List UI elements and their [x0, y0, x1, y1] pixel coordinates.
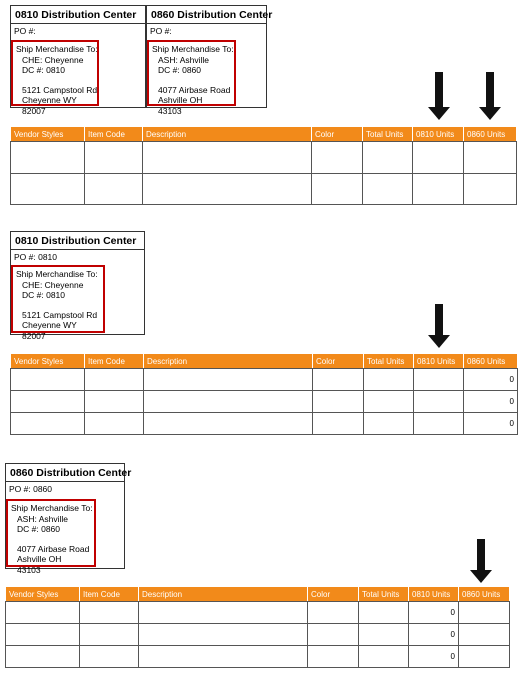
- col-item-code: Item Code: [85, 127, 143, 142]
- table-row: [11, 174, 517, 205]
- cell[interactable]: [144, 391, 313, 413]
- cell[interactable]: [11, 413, 85, 435]
- po-number: PO #: 0810: [14, 252, 58, 262]
- cell[interactable]: 0: [464, 413, 518, 435]
- ship-header: Ship Merchandise To:: [16, 269, 98, 279]
- cell[interactable]: [464, 174, 517, 205]
- ship-header: Ship Merchandise To:: [11, 503, 93, 513]
- cell[interactable]: [313, 391, 364, 413]
- cell[interactable]: [143, 142, 312, 174]
- cell[interactable]: [308, 646, 359, 668]
- col-item-code: Item Code: [85, 354, 144, 369]
- cell[interactable]: [363, 142, 413, 174]
- col-description: Description: [144, 354, 313, 369]
- cell[interactable]: [144, 369, 313, 391]
- zip: 43103: [17, 564, 41, 575]
- down-arrow-icon: [428, 72, 450, 120]
- dc-code-line: CHE: Cheyenne: [22, 279, 84, 290]
- col-item-code: Item Code: [80, 587, 139, 602]
- po-number: PO #:: [150, 26, 172, 36]
- dc-title: 0860 Distribution Center: [6, 464, 124, 482]
- po-number: PO #: 0860: [9, 484, 53, 494]
- cell[interactable]: [139, 602, 308, 624]
- cell[interactable]: [85, 369, 144, 391]
- line-items-table: [10, 126, 517, 205]
- cell[interactable]: [80, 624, 139, 646]
- col-color: Color: [313, 354, 364, 369]
- cell[interactable]: [414, 369, 464, 391]
- col-total-units: Total Units: [363, 127, 413, 142]
- cell[interactable]: [414, 413, 464, 435]
- table-row: [6, 646, 510, 668]
- cell[interactable]: 0: [409, 602, 459, 624]
- dc-title: 0810 Distribution Center: [11, 232, 144, 250]
- col-0860-units: 0860 Units: [464, 127, 517, 142]
- header-row: [11, 354, 518, 369]
- cell[interactable]: [364, 369, 414, 391]
- ship-to-address: [11, 40, 99, 116]
- cell[interactable]: 0: [409, 646, 459, 668]
- line-items-table: [10, 353, 518, 435]
- cell[interactable]: [308, 602, 359, 624]
- header-row: [11, 127, 517, 142]
- city: Ashville OH: [17, 554, 62, 564]
- cell[interactable]: 0: [464, 391, 518, 413]
- col-description: Description: [143, 127, 312, 142]
- cell[interactable]: [139, 646, 308, 668]
- cell[interactable]: [11, 391, 85, 413]
- cell[interactable]: 0: [464, 369, 518, 391]
- table-row: [11, 142, 517, 174]
- cell[interactable]: [80, 646, 139, 668]
- cell[interactable]: [459, 646, 510, 668]
- down-arrow-icon: [470, 539, 492, 583]
- city: Cheyenne WY: [22, 95, 77, 105]
- cell[interactable]: [6, 646, 80, 668]
- cell[interactable]: [85, 391, 144, 413]
- cell[interactable]: [139, 624, 308, 646]
- col-total-units: Total Units: [364, 354, 414, 369]
- line-items-table: [5, 586, 510, 668]
- col-vendor-styles: Vendor Styles: [6, 587, 80, 602]
- cell[interactable]: 0: [409, 624, 459, 646]
- dc-title: 0860 Distribution Center: [147, 6, 266, 24]
- dc-number-line: DC #: 0810: [22, 65, 65, 75]
- cell[interactable]: [11, 142, 85, 174]
- cell[interactable]: [364, 413, 414, 435]
- col-color: Color: [308, 587, 359, 602]
- ship-header: Ship Merchandise To:: [16, 44, 98, 54]
- cell[interactable]: [312, 174, 363, 205]
- cell[interactable]: [359, 602, 409, 624]
- zip: 82007: [22, 330, 46, 341]
- cell[interactable]: [413, 174, 464, 205]
- cell[interactable]: [359, 646, 409, 668]
- col-total-units: Total Units: [359, 587, 409, 602]
- cell[interactable]: [364, 391, 414, 413]
- cell[interactable]: [414, 391, 464, 413]
- cell[interactable]: [308, 624, 359, 646]
- table-row: [11, 413, 518, 435]
- down-arrow-icon: [428, 304, 450, 348]
- col-0810-units: 0810 Units: [409, 587, 459, 602]
- street: 5121 Campstool Rd: [22, 84, 98, 95]
- cell[interactable]: [85, 174, 143, 205]
- cell[interactable]: [459, 602, 510, 624]
- col-0810-units: 0810 Units: [414, 354, 464, 369]
- ship-to-address: [11, 265, 105, 341]
- col-color: Color: [312, 127, 363, 142]
- cell[interactable]: [413, 142, 464, 174]
- zip: 82007: [22, 105, 46, 116]
- ship-to-address: [147, 40, 236, 116]
- down-arrow-icon: [479, 72, 501, 120]
- cell[interactable]: [464, 142, 517, 174]
- table-row: [6, 624, 510, 646]
- cell[interactable]: [80, 602, 139, 624]
- cell[interactable]: [459, 624, 510, 646]
- street: 4077 Airbase Road: [158, 84, 231, 95]
- street: 5121 Campstool Rd: [22, 309, 98, 320]
- cell[interactable]: [313, 413, 364, 435]
- zip: 43103: [158, 105, 182, 116]
- street: 4077 Airbase Road: [17, 543, 90, 554]
- dc-code-line: ASH: Ashville: [158, 54, 210, 65]
- col-vendor-styles: Vendor Styles: [11, 127, 85, 142]
- cell[interactable]: [363, 174, 413, 205]
- city: Cheyenne WY: [22, 320, 77, 330]
- col-0860-units: 0860 Units: [464, 354, 518, 369]
- col-0810-units: 0810 Units: [413, 127, 464, 142]
- cell[interactable]: [6, 602, 80, 624]
- cell[interactable]: [359, 624, 409, 646]
- cell[interactable]: [85, 413, 144, 435]
- city: Ashville OH: [158, 95, 203, 105]
- col-0860-units: 0860 Units: [459, 587, 510, 602]
- cell[interactable]: [143, 174, 312, 205]
- cell[interactable]: [144, 413, 313, 435]
- cell[interactable]: [313, 369, 364, 391]
- dc-number-line: DC #: 0860: [17, 524, 60, 534]
- dc-number-line: DC #: 0860: [158, 65, 201, 75]
- ship-to-address: [6, 499, 96, 575]
- dc-number-line: DC #: 0810: [22, 290, 65, 300]
- cell[interactable]: [312, 142, 363, 174]
- col-vendor-styles: Vendor Styles: [11, 354, 85, 369]
- po-number: PO #:: [14, 26, 36, 36]
- cell[interactable]: [11, 174, 85, 205]
- header-row: [6, 587, 510, 602]
- table-row: [11, 391, 518, 413]
- cell[interactable]: [85, 142, 143, 174]
- ship-header: Ship Merchandise To:: [152, 44, 234, 54]
- dc-code-line: CHE: Cheyenne: [22, 54, 84, 65]
- cell[interactable]: [11, 369, 85, 391]
- table-row: [11, 369, 518, 391]
- dc-code-line: ASH: Ashville: [17, 513, 69, 524]
- table-row: [6, 602, 510, 624]
- col-description: Description: [139, 587, 308, 602]
- cell[interactable]: [6, 624, 80, 646]
- dc-title: 0810 Distribution Center: [11, 6, 145, 24]
